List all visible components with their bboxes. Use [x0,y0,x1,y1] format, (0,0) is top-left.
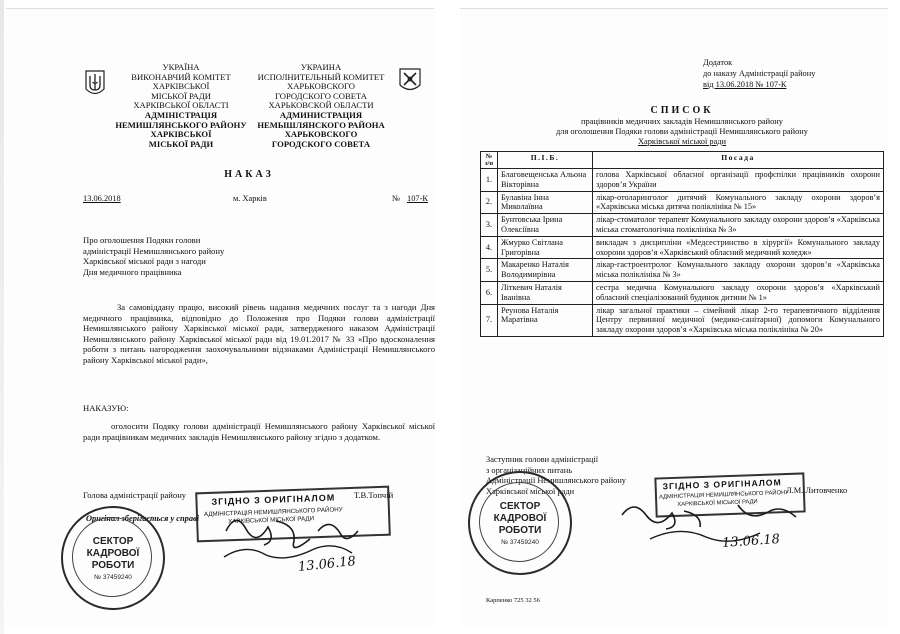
header-line: ХАРКІВСЬКОЇ [152,81,210,92]
ukraine-trident-icon [84,69,106,99]
order-body: За самовіддану працю, високий рівень надання медичних послуг та з нагоди Дня медичного працівника, відповідно до Положення про Подяки голови адміністрації Немишлянського району Харківської міської ради, затвердженого наказом Адміністрації Немишлянського району Харківської міської ради від 19.01.2017 № 33 «Про вдосконалення роботи з питань нагородження заохочувальними відзнаками Адміністрації Немишлянського району Харківської міської ради», [83,302,435,365]
header-position: Посада [593,152,884,169]
header-line: ХАРКІВСЬКОЇ [150,129,212,140]
header-line: НЕМИШЛЯНСЬКОГО РАЙОНУ [115,119,247,130]
annex-note [703,57,883,90]
row-name: Макаренко Наталія Володимирівна [498,259,593,282]
deputy-line: з організаційних питань [486,465,573,475]
row-name: Благовещенська Альона Вікторівна [498,169,593,192]
row-position: лікар загальної практики – сімейний лікар 2-го терапевтичного відділення Центру первинної медичної (медико-санітарної) допомоги Комунального закладу охорони здоров’я «Харківська міська поліклініка № 20» [593,304,884,336]
header-line: МІСЬКОЇ РАДИ [148,138,214,149]
stamp-line: ХАРКІВСЬКОЇ МІСЬКОЇ РАДИ [677,499,758,508]
deputy-name: Л.М. Литовченко [786,486,848,495]
order-number-label: № [392,194,400,203]
stamp-line: КАДРОВОЇ [493,513,547,524]
deputy-line: Заступник голови адміністрації [486,455,599,464]
header-line: АДМІНІСТРАЦІЯ [144,109,218,120]
subject-line: Дня медичного працівника [83,266,182,277]
table-row [481,304,884,336]
table-row [481,169,884,192]
handwritten-date: 13.06.18 [721,531,781,552]
deputy-line: Харківської міської ради [486,486,575,496]
order-city: м. Харків [233,194,267,203]
row-position: лікар-отоларинголог дитячий Комунального закладу охорони здоров’я «Харківська міська дитяча поліклініка № 15» [593,191,884,214]
table-header-row [481,152,884,169]
table-row [481,191,884,214]
staff-table [480,151,884,337]
row-position: сестра медична Комунального закладу охорони здоров’я «Харківський обласний спеціалізований будинок дитини № 1» [593,281,884,304]
annex-page [460,8,888,626]
row-number: 5. [481,259,498,282]
stamp-line: ХАРКІВСЬКОЇ МІСЬКОЇ РАДИ [228,515,315,526]
handwritten-date: 13.06.18 [297,554,357,575]
stamp-line: № 37459240 [94,574,132,581]
row-number: 1. [481,169,498,192]
deputy-line: Адміністрації Немишлянського району [486,476,626,485]
stamp-text [63,536,163,584]
row-number: 7. [481,304,498,336]
order-text: оголосити Подяку голови адміністрації Немишлянського району Харківської міської ради працівникам медичних закладів Немишлянського району згідно з додатком. [83,421,435,442]
document-type: НАКАЗ [224,169,274,180]
row-name: Жмурко Світлана Григорівна [498,236,593,259]
stamp-line: ЗГІДНО З ОРИГІНАЛОМ [211,492,336,507]
row-position: лікар-стоматолог терапевт Комунального закладу охорони здоров’я «Харківська міська стоматологічна поліклініка № 3» [593,214,884,237]
annex-line: від 13.06.2018 № 107-К [703,80,787,89]
order-page [6,8,434,626]
stamp-line: АДМІНІСТРАЦІЯ НЕМИШЛЯНСЬКОГО РАЙОНУ [203,506,343,519]
header-russian [248,63,394,149]
header-line: УКРАЇНА [162,62,200,72]
row-number: 3. [481,214,498,237]
header-line: ГОРОДСКОГО СОВЕТА [275,90,367,101]
subject-line: адміністрації Немишлянського району [83,245,225,256]
header-line: ГОРОДСКОГО СОВЕТА [271,138,371,149]
header-line: МІСЬКОЇ РАДИ [151,90,211,101]
stamp-text [470,501,570,549]
original-note: Оригінал зберігається у справі [86,514,200,523]
order-label: НАКАЗУЮ: [83,403,129,413]
subtitle-line: працівників медичних закладів Немишлянського району [581,117,783,126]
list-title: СПИСОК [650,105,714,116]
table-row [481,214,884,237]
hr-department-stamp [468,471,572,575]
row-name: Реунова Наталія Маратівна [498,304,593,336]
row-position: викладач з дисципліни «Медсестринство в хірургії» Комунального закладу охорони здоров’я «Харківський обласний медичний коледж» [593,236,884,259]
stamp-line: АДМІНІСТРАЦІЯ НЕМИШЛЯНСЬКОГО РАЙОНУ [658,489,790,501]
header-line: АДМИНИСТРАЦИЯ [279,109,363,120]
annex-line: до наказу Адміністрації району [703,69,816,78]
header-line: НЕМЫШЛЯНСКОГО РАЙОНА [257,119,385,130]
hr-department-stamp [61,506,165,610]
stamp-line: ЗГІДНО З ОРИГІНАЛОМ [662,477,782,492]
annex-line: Додаток [703,58,733,67]
stamp-line: КАДРОВОЇ [86,548,140,559]
handwritten-signature [610,493,830,563]
order-subject [83,235,323,277]
table-row [481,281,884,304]
stamp-line: СЕКТОР [499,501,541,512]
header-line: ИСПОЛНИТЕЛЬНЫЙ КОМИТЕТ [257,71,385,82]
header-line: УКРАИНА [300,62,342,72]
header-ukrainian [111,63,251,149]
row-name: Булавіна Інна Миколаївна [498,191,593,214]
header-name: П.І.Б. [498,152,593,169]
row-position: голова Харківської обласної організації профспілки працівників охорони здоров’я України [593,169,884,192]
row-number: 2. [481,191,498,214]
row-name: Літкевич Наталія Іванівна [498,281,593,304]
subtitle-line: Харківської міської ради [637,137,727,146]
row-name: Бунтовська Ірина Олексіївна [498,214,593,237]
header-line: ХАРКІВСЬКОЇ ОБЛАСТІ [133,100,229,111]
row-number: 6. [481,281,498,304]
subtitle-line: для оголошення Подяки голови адміністрації Немишлянського району [556,127,808,136]
subject-line: Харківської міської ради з нагоди [83,256,206,267]
scan-edge [0,0,4,634]
header-line: ХАРЬКОВСКОГО [287,81,355,92]
header-line: ХАРЬКОВСКОГО [284,129,358,140]
header-line: ХАРЬКОВСКОЙ ОБЛАСТИ [268,100,374,111]
stamp-line: СЕКТОР [92,536,134,547]
signature-title: Голова адміністрації району [83,490,187,500]
footer-contact: Карпенко 725 32 56 [486,597,540,604]
table-row [481,236,884,259]
table-row [481,259,884,282]
order-number: 107-К [407,194,428,203]
order-date: 13.06.2018 [83,194,121,203]
row-number: 4. [481,236,498,259]
subject-line: Про оголошення Подяки голови [83,235,201,245]
stamp-line: РОБОТИ [91,560,135,571]
signature-name: Т.В.Топчій [354,490,394,500]
stamp-line: РОБОТИ [498,525,542,536]
header-number: № з/п [481,152,498,169]
row-position: лікар-гастроентролог Комунального закладу охорони здоров’я «Харківська міська поліклініка № 3» [593,259,884,282]
kharkiv-emblem-icon [398,67,422,95]
header-line: ВИКОНАВЧИЙ КОМІТЕТ [131,71,231,82]
list-subtitle [480,117,884,147]
stamp-line: № 37459240 [501,539,539,546]
